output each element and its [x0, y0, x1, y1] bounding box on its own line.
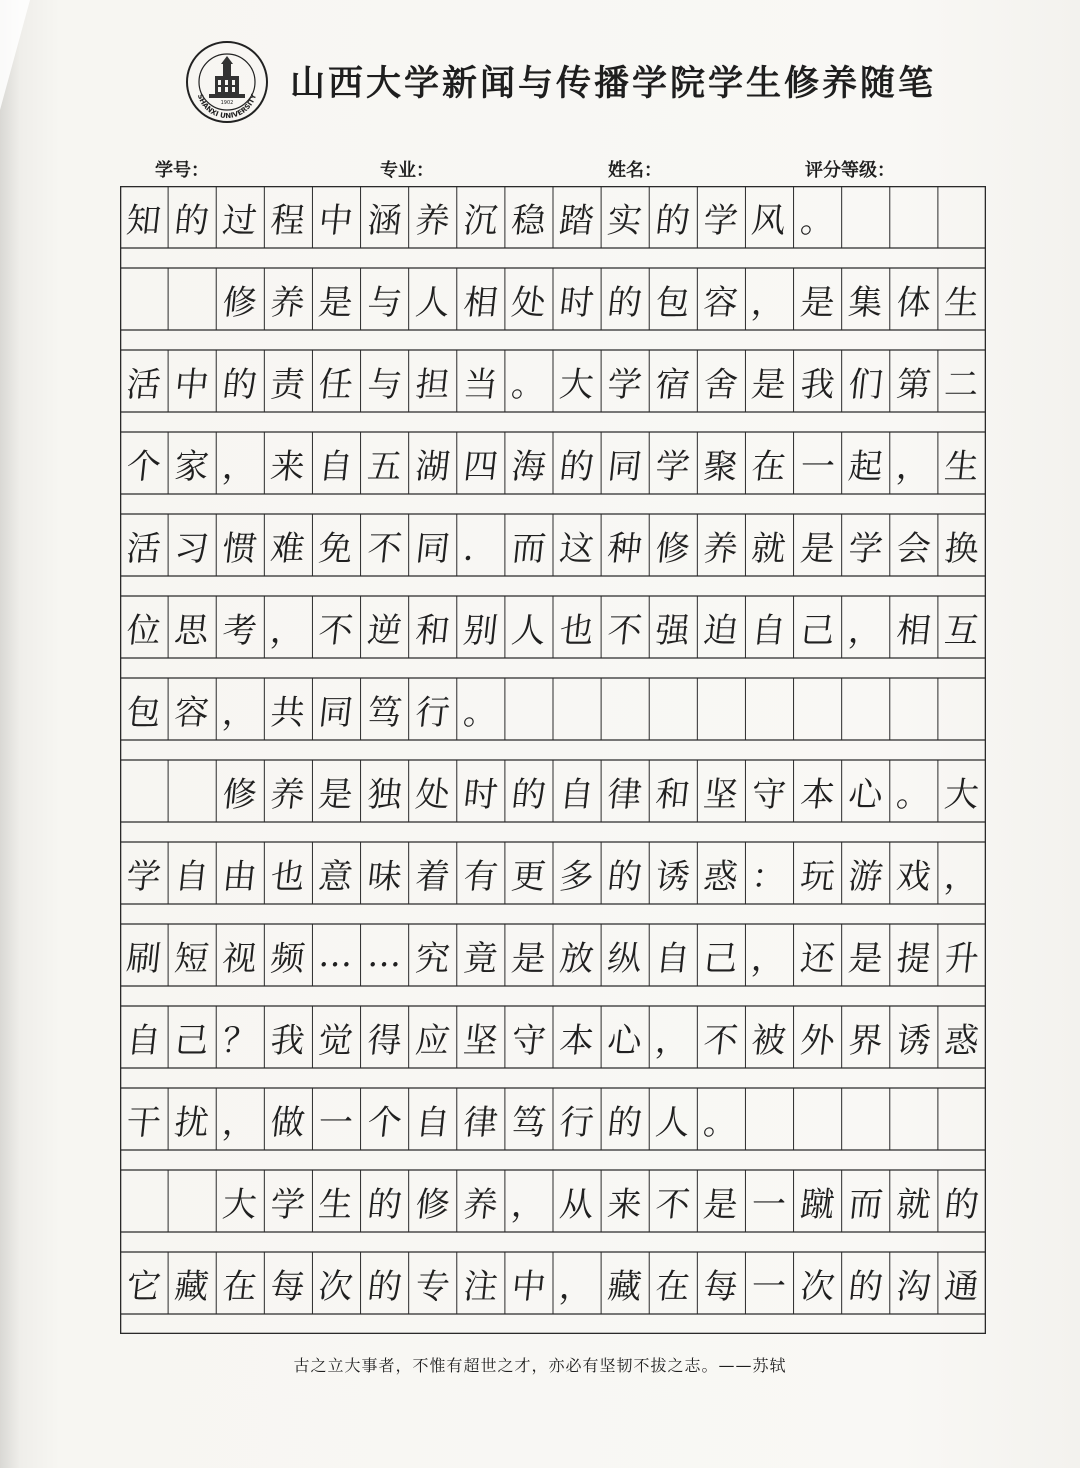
- grid-character: 独: [365, 774, 404, 815]
- grid-character: 而: [509, 528, 548, 569]
- grid-character: 包: [124, 692, 163, 733]
- grid-character: 时: [461, 774, 500, 815]
- grid-character: 得: [365, 1020, 404, 1061]
- grid-character: [165, 760, 220, 822]
- grid-character: 。: [701, 1102, 741, 1143]
- grid-character: [165, 1170, 220, 1232]
- grid-character: 笃: [509, 1102, 548, 1143]
- grid-character: 处: [413, 774, 452, 815]
- grid-character: 不: [701, 1020, 741, 1061]
- name-label: 姓名：: [608, 160, 662, 181]
- grid-character: 应: [413, 1020, 452, 1061]
- grid-character: 不: [317, 610, 356, 651]
- grid-character: 包: [653, 282, 692, 323]
- grid-character: ？: [220, 1020, 259, 1061]
- grid-character: 中: [172, 364, 211, 405]
- grid-character: [117, 1170, 172, 1232]
- grid-character: 而: [846, 1184, 885, 1225]
- grid-character: 频: [268, 938, 308, 979]
- grid-character: 湖: [413, 446, 452, 487]
- grid-character: 互: [942, 610, 981, 651]
- student-id-label: 学号：: [155, 160, 209, 181]
- grid-character: 个: [124, 446, 163, 487]
- grid-character: 自: [172, 856, 211, 897]
- grid-character: 一: [798, 446, 837, 487]
- grid-character: 放: [557, 938, 596, 979]
- grid-character: 沟: [894, 1266, 933, 1307]
- grid-character: 己: [172, 1020, 211, 1061]
- grid-character: 坚: [701, 774, 741, 815]
- grid-character: 味: [365, 856, 404, 897]
- grid-character: 活: [124, 364, 163, 405]
- grid-character: ，: [846, 610, 885, 651]
- grid-character: 的: [365, 1184, 404, 1225]
- grid-character: 种: [605, 528, 644, 569]
- essay-line: [120, 678, 986, 762]
- grid-character: 惑: [942, 1020, 981, 1061]
- grid-character: 也: [268, 856, 308, 897]
- grid-character: 究: [413, 938, 452, 979]
- grid-character: ，: [749, 938, 789, 979]
- student-info-fields: [0, 156, 1080, 184]
- essay-line: [120, 760, 986, 844]
- grid-character: 学: [846, 528, 885, 569]
- grid-character: 的: [365, 1266, 404, 1307]
- grid-character: 行: [413, 692, 452, 733]
- grid-character: 修: [220, 774, 259, 815]
- grid-character: 和: [653, 774, 692, 815]
- grid-character: 己: [701, 938, 741, 979]
- grid-character: 们: [846, 364, 885, 405]
- grid-character: 就: [749, 528, 789, 569]
- grid-character: 生: [942, 446, 981, 487]
- grid-character: 大: [220, 1184, 259, 1225]
- grid-character: ，: [509, 1184, 548, 1225]
- grid-character: 学: [701, 200, 741, 241]
- grid-character: 踏: [557, 200, 596, 241]
- grid-character: 与: [365, 364, 404, 405]
- grid-character: 笃: [365, 692, 404, 733]
- grid-character: 被: [749, 1020, 789, 1061]
- essay-line: [120, 350, 986, 434]
- grid-character: 养: [268, 282, 308, 323]
- grid-character: 涵: [365, 200, 404, 241]
- grid-character: 是: [509, 938, 548, 979]
- footer-quote: 古之立大事者，不惟有超世之才，亦必有坚韧不拔之志。——苏轼: [293, 1356, 787, 1375]
- grid-character: 二: [942, 364, 981, 405]
- grid-character: 同: [317, 692, 356, 733]
- grid-character: 大: [942, 774, 981, 815]
- grid-character: 的: [509, 774, 548, 815]
- grid-character: ，: [749, 282, 789, 323]
- grid-character: 本: [557, 1020, 596, 1061]
- grid-character: 自: [557, 774, 596, 815]
- essay-line: [120, 1088, 986, 1172]
- grid-character: 的: [846, 1266, 885, 1307]
- essay-line: [120, 1006, 986, 1090]
- grid-character: 是: [701, 1184, 741, 1225]
- grid-character: 第: [894, 364, 933, 405]
- essay-line: [120, 842, 986, 926]
- grid-character: 。: [509, 364, 548, 405]
- grid-character: 养: [413, 200, 452, 241]
- grid-character: 刷: [124, 938, 163, 979]
- grid-character: 养: [268, 774, 308, 815]
- essay-line: [120, 432, 986, 516]
- grid-character: 会: [894, 528, 933, 569]
- grid-character: 海: [509, 446, 548, 487]
- grid-character: 人: [413, 282, 452, 323]
- grid-character: 来: [268, 446, 308, 487]
- grid-character: 己: [798, 610, 837, 651]
- grid-character: 容: [172, 692, 211, 733]
- grid-character: 活: [124, 528, 163, 569]
- grid-character: ，: [653, 1020, 692, 1061]
- grid-character: ，: [557, 1266, 596, 1307]
- grid-character: 过: [220, 200, 259, 241]
- grid-character: 免: [317, 528, 356, 569]
- grid-character: 养: [461, 1184, 500, 1225]
- grid-character: 位: [124, 610, 163, 651]
- grid-character: 游: [846, 856, 885, 897]
- grid-character: 养: [701, 528, 741, 569]
- grid-character: 共: [268, 692, 308, 733]
- grid-character: 藏: [605, 1266, 644, 1307]
- grid-character: 自: [653, 938, 692, 979]
- grid-character: 做: [268, 1102, 308, 1143]
- grid-character: 不: [365, 528, 404, 569]
- essay-line: [120, 514, 986, 598]
- grid-character: 人: [509, 610, 548, 651]
- grid-character: 在: [220, 1266, 259, 1307]
- grid-character: 修: [653, 528, 692, 569]
- grid-character: 的: [605, 282, 644, 323]
- grid-character: 从: [557, 1184, 596, 1225]
- grid-character: 的: [172, 200, 211, 241]
- grid-character: 知: [124, 200, 163, 241]
- essay-line: [120, 1252, 986, 1336]
- grid-character: 我: [268, 1020, 308, 1061]
- grid-character: ，: [220, 692, 259, 733]
- grid-character: ，: [268, 610, 308, 651]
- grid-character: 扰: [172, 1102, 211, 1143]
- grid-character: 短: [172, 938, 211, 979]
- grid-character: 注: [461, 1266, 500, 1307]
- grid-character: 守: [749, 774, 789, 815]
- grid-character: 任: [317, 364, 356, 405]
- essay-line: [120, 268, 986, 352]
- grid-character: 人: [653, 1102, 692, 1143]
- grid-character: 升: [942, 938, 981, 979]
- essay-line: [120, 186, 986, 270]
- grid-character: 起: [846, 446, 885, 487]
- grid-character: 一: [749, 1184, 789, 1225]
- grid-character: 与: [365, 282, 404, 323]
- grid-character: 实: [605, 200, 644, 241]
- grid-character: 它: [124, 1266, 163, 1307]
- essay-line: [120, 1170, 986, 1254]
- grid-character: 更: [509, 856, 548, 897]
- grid-character: 律: [605, 774, 644, 815]
- grid-character: 五: [365, 446, 404, 487]
- grid-character: 通: [942, 1266, 981, 1307]
- grid-character: [117, 268, 172, 330]
- grid-character: 自: [317, 446, 356, 487]
- grid-character: 一: [317, 1102, 356, 1143]
- grid-character: 惑: [701, 856, 741, 897]
- grid-character: …: [317, 935, 356, 975]
- grid-character: 诱: [894, 1020, 933, 1061]
- grade-label: 评分等级：: [805, 160, 895, 181]
- grid-character: 风: [749, 200, 789, 241]
- grid-character: 难: [268, 528, 308, 569]
- grid-character: 。: [894, 774, 933, 815]
- grid-character: 藏: [172, 1266, 211, 1307]
- grid-character: 。: [461, 692, 500, 733]
- grid-character: 每: [701, 1266, 741, 1307]
- grid-character: 还: [798, 938, 837, 979]
- grid-character: 自: [124, 1020, 163, 1061]
- grid-character: 自: [749, 610, 789, 651]
- grid-character: 学: [605, 364, 644, 405]
- grid-character: 心: [605, 1020, 644, 1061]
- grid-character: 同: [413, 528, 452, 569]
- grid-character: 心: [846, 774, 885, 815]
- major-label: 专业：: [380, 160, 434, 181]
- grid-character: 稳: [509, 200, 548, 241]
- grid-character: 是: [798, 528, 837, 569]
- grid-character: 习: [172, 528, 211, 569]
- essay-line: [120, 924, 986, 1008]
- grid-character: [165, 268, 220, 330]
- grid-character: 程: [268, 200, 308, 241]
- grid-character: 每: [268, 1266, 308, 1307]
- grid-character: 换: [942, 528, 981, 569]
- grid-character: 聚: [701, 446, 741, 487]
- grid-character: 在: [749, 446, 789, 487]
- grid-character: 修: [413, 1184, 452, 1225]
- grid-character: 有: [461, 856, 500, 897]
- grid-character: 处: [509, 282, 548, 323]
- grid-character: 是: [317, 282, 356, 323]
- grid-character: 是: [749, 364, 789, 405]
- grid-character: 考: [220, 610, 259, 651]
- grid-character: 行: [557, 1102, 596, 1143]
- grid-character: 学: [124, 856, 163, 897]
- grid-character: 这: [557, 528, 596, 569]
- grid-character: 是: [317, 774, 356, 815]
- grid-character: [117, 760, 172, 822]
- grid-character: ，: [894, 446, 933, 487]
- grid-character: …: [365, 935, 404, 975]
- grid-character: 的: [605, 856, 644, 897]
- grid-character: 的: [557, 446, 596, 487]
- grid-character: 守: [509, 1020, 548, 1061]
- grid-character: ．: [461, 528, 500, 569]
- grid-character: 外: [798, 1020, 837, 1061]
- writing-grid: [120, 186, 986, 1334]
- grid-character: 迫: [701, 610, 741, 651]
- grid-character: 意: [317, 856, 356, 897]
- grid-character: ，: [942, 856, 981, 897]
- grid-character: 的: [605, 1102, 644, 1143]
- grid-character: 大: [557, 364, 596, 405]
- grid-character: 相: [461, 282, 500, 323]
- grid-character: 的: [653, 200, 692, 241]
- grid-character: 的: [220, 364, 259, 405]
- grid-character: 别: [461, 610, 500, 651]
- grid-character: 也: [557, 610, 596, 651]
- grid-character: 我: [798, 364, 837, 405]
- university-logo-icon: [185, 40, 269, 124]
- grid-character: 四: [461, 446, 500, 487]
- page-header: [185, 36, 1005, 126]
- logo-year: 1902: [220, 100, 234, 106]
- grid-character: 修: [220, 282, 259, 323]
- grid-character: 一: [749, 1266, 789, 1307]
- grid-character: 在: [653, 1266, 692, 1307]
- grid-character: 责: [268, 364, 308, 405]
- grid-character: 视: [220, 938, 259, 979]
- grid-character: 律: [461, 1102, 500, 1143]
- grid-character: 玩: [798, 856, 837, 897]
- grid-character: 生: [317, 1184, 356, 1225]
- grid-character: 不: [653, 1184, 692, 1225]
- grid-character: 多: [557, 856, 596, 897]
- grid-character: 。: [798, 200, 837, 241]
- page-title: 山西大学新闻与传播学院学生修养随笔: [290, 63, 937, 104]
- grid-character: 生: [942, 282, 981, 323]
- grid-character: 相: [894, 610, 933, 651]
- grid-character: 是: [798, 282, 837, 323]
- grid-character: 家: [172, 446, 211, 487]
- essay-line: [120, 596, 986, 680]
- grid-character: 不: [605, 610, 644, 651]
- grid-character: 专: [413, 1266, 452, 1307]
- grid-character: 戏: [894, 856, 933, 897]
- grid-character: 蹴: [798, 1184, 837, 1225]
- grid-character: 由: [220, 856, 259, 897]
- grid-character: 纵: [605, 938, 644, 979]
- grid-character: 容: [701, 282, 741, 323]
- grid-character: 逆: [365, 610, 404, 651]
- grid-character: 提: [894, 938, 933, 979]
- grid-character: 中: [317, 200, 356, 241]
- grid-character: 干: [124, 1102, 163, 1143]
- logo-ring-text: SHANXI UNIVERSITY: [195, 93, 259, 121]
- grid-character: 担: [413, 364, 452, 405]
- grid-character: 坚: [461, 1020, 500, 1061]
- grid-character: 界: [846, 1020, 885, 1061]
- grid-character: ，: [220, 446, 259, 487]
- grid-character: 本: [798, 774, 837, 815]
- grid-character: ，: [220, 1102, 259, 1143]
- grid-character: 觉: [317, 1020, 356, 1061]
- grid-character: 时: [557, 282, 596, 323]
- grid-character: 着: [413, 856, 452, 897]
- grid-character: 和: [413, 610, 452, 651]
- grid-character: 诱: [653, 856, 692, 897]
- grid-character: 学: [653, 446, 692, 487]
- grid-character: 集: [846, 282, 885, 323]
- grid-character: 同: [605, 446, 644, 487]
- grid-character: 竟: [461, 938, 500, 979]
- grid-character: 当: [461, 364, 500, 405]
- paper-corner-fold: [0, 0, 30, 110]
- grid-character: 强: [653, 610, 692, 651]
- grid-character: 就: [894, 1184, 933, 1225]
- grid-character: 沉: [461, 200, 500, 241]
- grid-character: 舍: [701, 364, 741, 405]
- grid-character: 学: [268, 1184, 308, 1225]
- grid-character: 体: [894, 282, 933, 323]
- grid-character: 次: [798, 1266, 837, 1307]
- grid-character: 宿: [653, 364, 692, 405]
- grid-character: 自: [413, 1102, 452, 1143]
- grid-character: 是: [846, 938, 885, 979]
- grid-character: ：: [749, 856, 789, 897]
- grid-character: 次: [317, 1266, 356, 1307]
- grid-character: 来: [605, 1184, 644, 1225]
- grid-character: 个: [365, 1102, 404, 1143]
- grid-character: 思: [172, 610, 211, 651]
- grid-character: 的: [942, 1184, 981, 1225]
- grid-character: 中: [509, 1266, 548, 1307]
- grid-character: 惯: [220, 528, 259, 569]
